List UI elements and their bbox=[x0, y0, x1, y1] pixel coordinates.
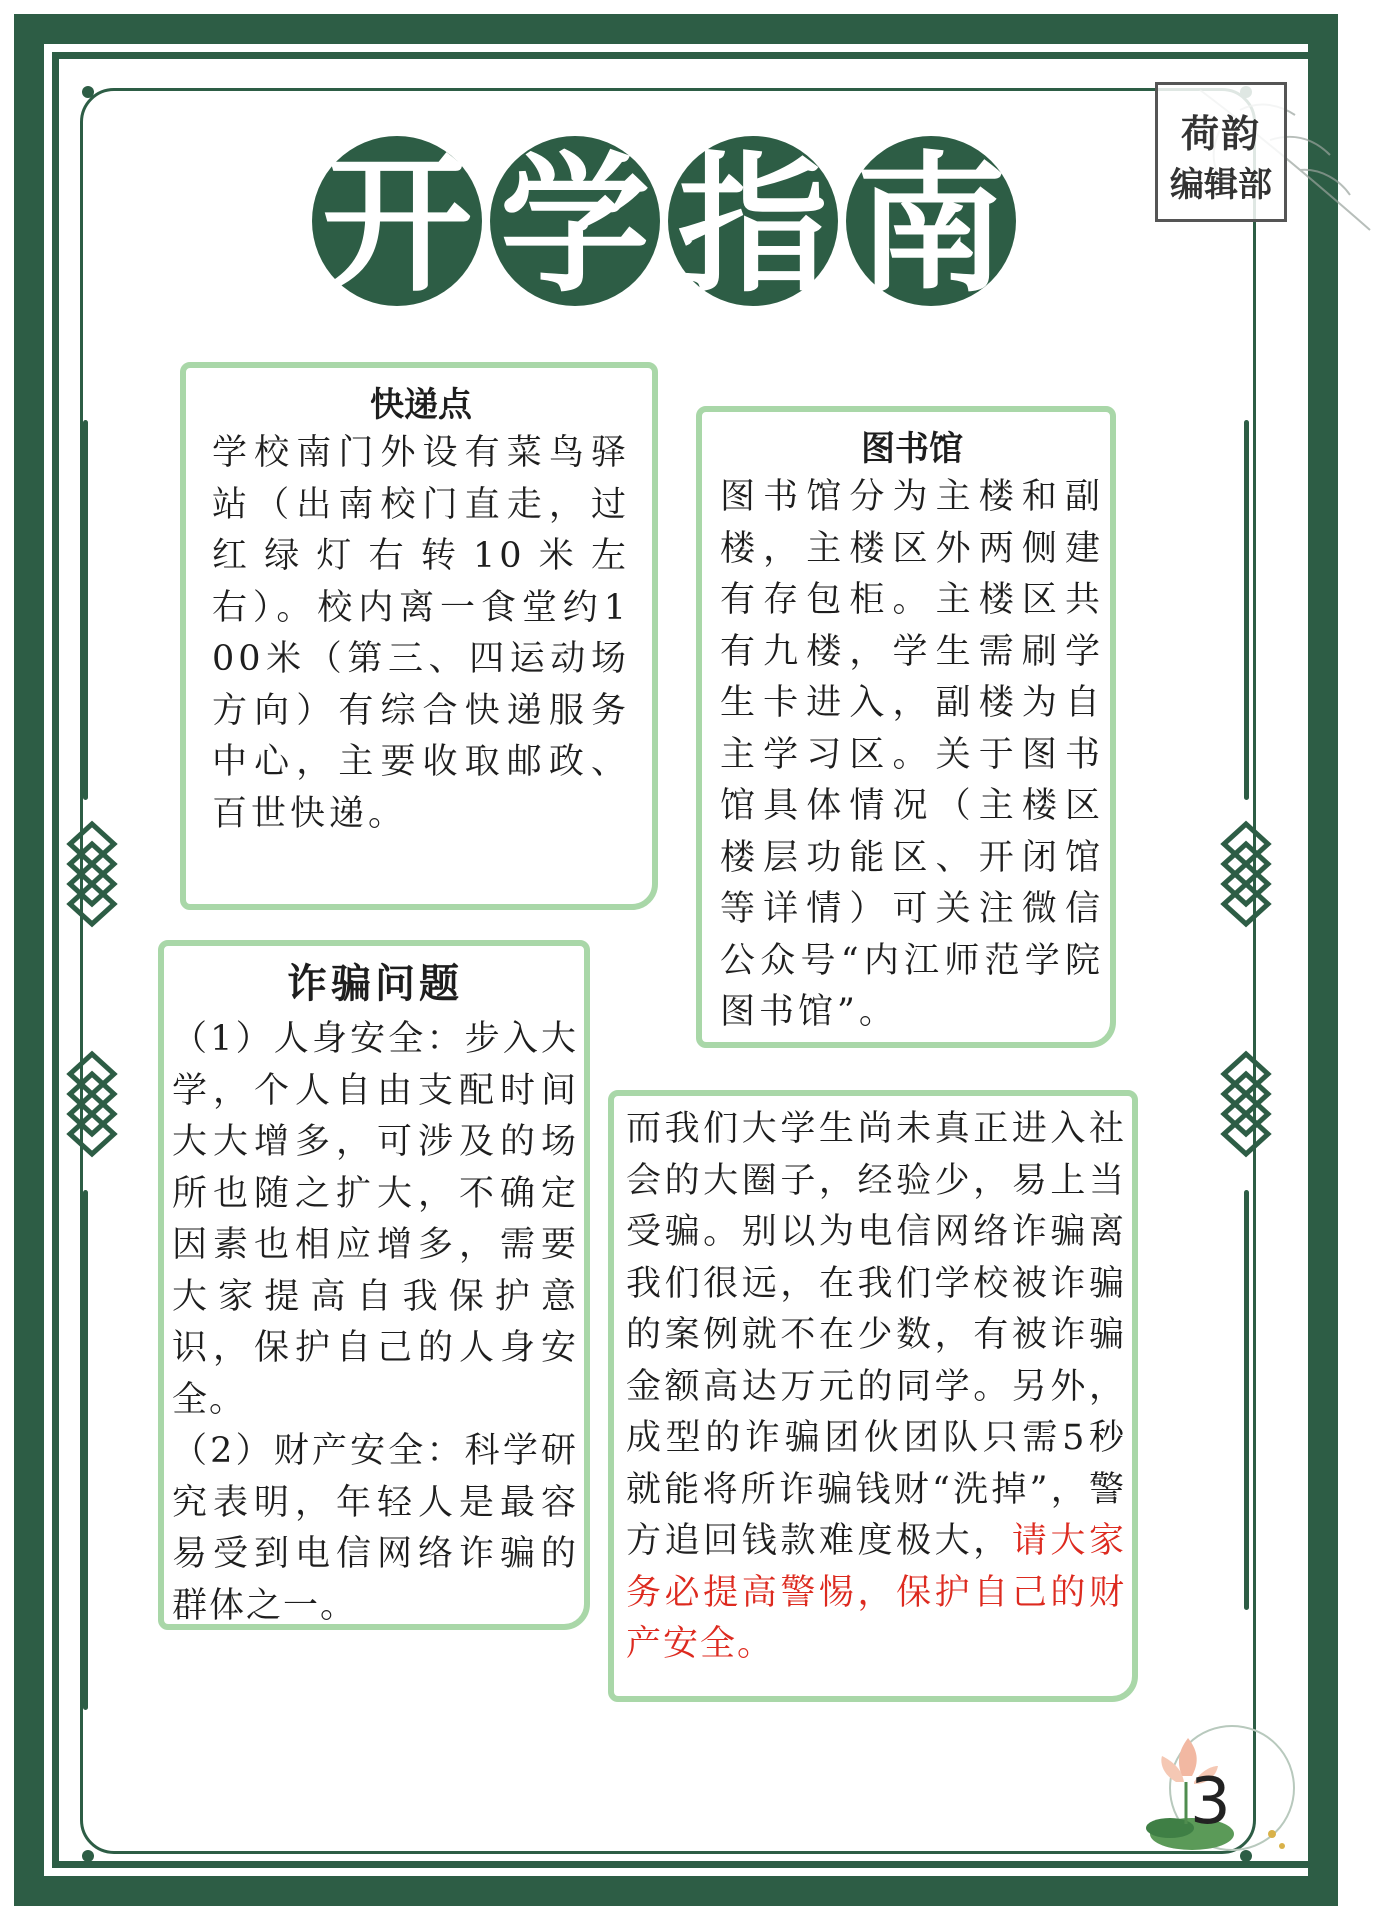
side-line-left-top bbox=[83, 420, 88, 800]
library-body: 图书馆分为主楼和副楼，主楼区外两侧建有存包柜。主楼区共有九楼，学生需刷学生卡进入，副楼为自主学习区。关于图书馆具体情况（主楼区楼层功能区、开闭馆等详情）可关注微信公众号“内江师范学院图书馆”。 bbox=[720, 477, 1104, 1032]
stamp-line-2: 编辑部 bbox=[1170, 165, 1272, 205]
side-line-right-top bbox=[1244, 420, 1249, 800]
title-char: 南 bbox=[855, 137, 1006, 313]
fraud-continued-section bbox=[608, 1090, 1138, 1702]
library-section bbox=[696, 406, 1116, 1048]
fraud-section bbox=[158, 940, 590, 1630]
page-number: 3 bbox=[1190, 1765, 1231, 1839]
side-line-left-bottom bbox=[83, 1190, 88, 1710]
express-body: 学校南门外设有菜鸟驿站（出南校门直走，过红绿灯右转10米左右）。校内离一食堂约100米（第三、四运动场方向）有综合快递服务中心，主要收取邮政、百世快递。 bbox=[212, 433, 630, 834]
page-title bbox=[312, 136, 1032, 313]
stamp-line-1: 荷韵 bbox=[1180, 111, 1261, 156]
fraud-continued-body bbox=[626, 1104, 1126, 1671]
title-char: 指 bbox=[677, 137, 828, 313]
diamond-ornament-left-lower bbox=[62, 1050, 122, 1160]
fraud-continued-text: 而我们大学生尚未真正进入社会的大圈子，经验少，易上当受骗。别以为电信网络诈骗离我们很远，在我们学校被诈骗的案例就不在少数，有被诈骗金额高达万元的同学。另外，成型的诈骗团伙团队只需5秒就能将所诈骗钱财“洗掉”，警方追回钱款难度极大， bbox=[626, 1109, 1126, 1561]
fraud-property-safety: （2）财产安全：科学研究表明，年轻人是最容易受到电信网络诈骗的群体之一。 bbox=[172, 1431, 578, 1626]
fraud-warning: 请大家务必提高警惕，保护自己的财产安全。 bbox=[626, 1521, 1126, 1664]
express-section bbox=[180, 362, 658, 910]
corner-dot-bottom-left bbox=[82, 1850, 94, 1862]
editorial-stamp bbox=[1155, 82, 1287, 222]
library-heading: 图书馆 bbox=[861, 429, 963, 469]
side-line-right-bottom bbox=[1244, 1190, 1249, 1610]
diamond-ornament-right-lower bbox=[1216, 1050, 1276, 1160]
title-char: 开 bbox=[321, 137, 472, 313]
fraud-personal-safety: （1）人身安全：步入大学，个人自由支配时间大大增多，可涉及的场所也随之扩大，不确定因素也相应增多，需要大家提高自我保护意识，保护自己的人身安全。 bbox=[172, 1019, 578, 1420]
title-char: 学 bbox=[499, 137, 650, 313]
express-heading: 快递点 bbox=[370, 385, 472, 425]
fraud-heading: 诈骗问题 bbox=[287, 960, 463, 1007]
diamond-ornament-right-upper bbox=[1216, 820, 1276, 930]
diamond-ornament-left-upper bbox=[62, 820, 122, 930]
corner-dot-top-left bbox=[82, 86, 94, 98]
